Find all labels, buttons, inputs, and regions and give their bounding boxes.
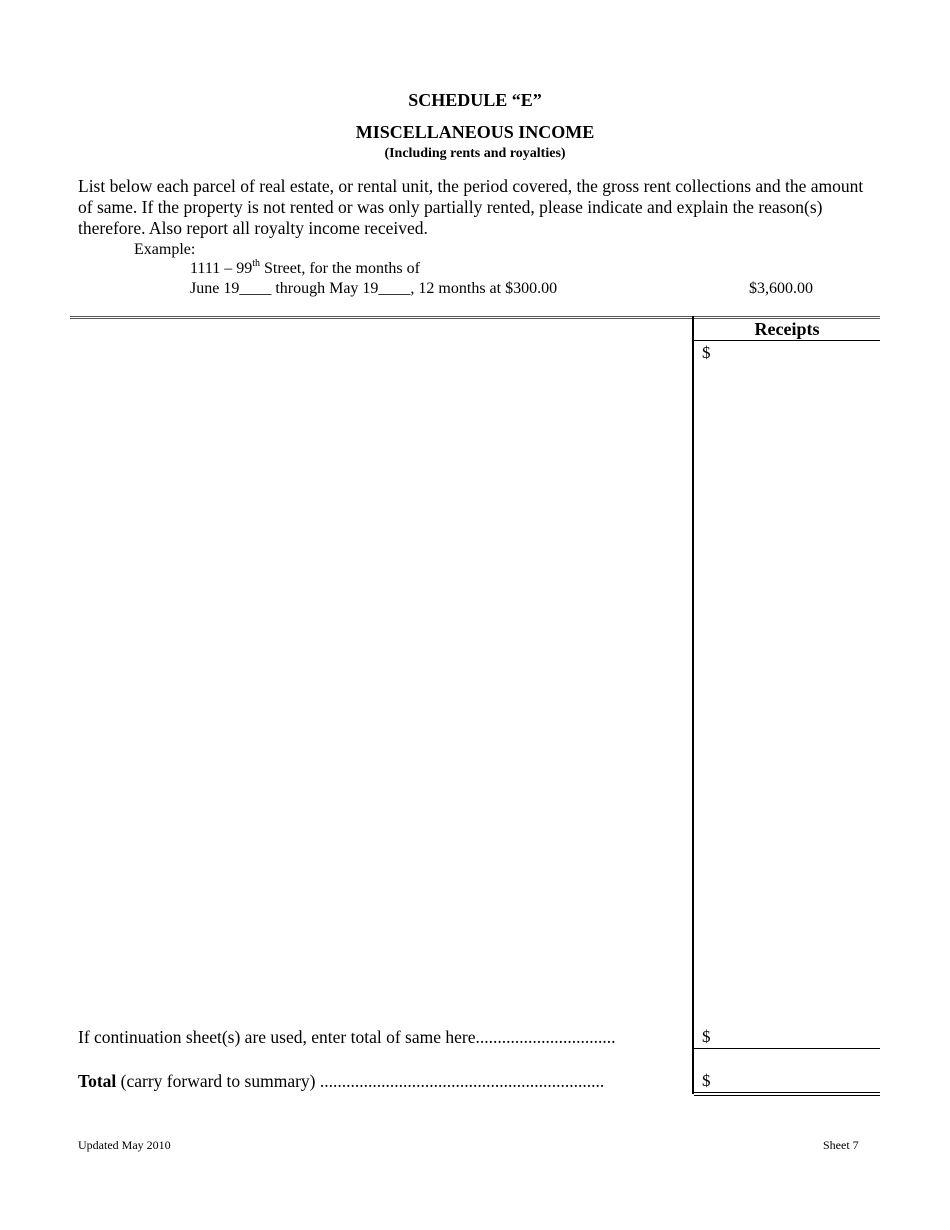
receipts-column-divider [692, 316, 694, 1094]
page-subtitle: (Including rents and royalties) [384, 146, 566, 161]
total-double-rule [694, 1095, 880, 1096]
total-label-bold: Total [78, 1071, 117, 1091]
continuation-label: If continuation sheet(s) are used, enter total of same here................................ [78, 1027, 616, 1047]
example-address [190, 257, 420, 278]
total-amount-field[interactable]: $ [702, 1071, 711, 1090]
continuation-rule [694, 1048, 880, 1049]
instructions-text: List below each parcel of real estate, or rental unit, the period covered, the gross rent collections and the amount of same. If the property is not rented or was only partially rented, please indicate and explain the reason(s) therefore. Also report all royalty income received. [78, 176, 864, 238]
table-top-rule [70, 316, 880, 317]
example-address-pre: 1111 – 99 [190, 260, 253, 277]
receipts-dollar-sign: $ [702, 343, 711, 362]
footer-sheet-number: Sheet 7 [823, 1138, 859, 1152]
receipts-header-rule [694, 340, 880, 341]
continuation-amount-field[interactable]: $ [702, 1027, 711, 1046]
example-period: June 19____ through May 19____, 12 months at $300.00 [190, 280, 558, 297]
total-label-rest: (carry forward to summary) ................................................................. [116, 1071, 605, 1091]
footer-updated: Updated May 2010 [78, 1138, 171, 1152]
schedule-heading: SCHEDULE “E” [408, 90, 542, 110]
total-label [78, 1071, 604, 1092]
example-amount: $3,600.00 [749, 280, 813, 297]
total-rule [694, 1092, 880, 1093]
receipts-column-header: Receipts [754, 319, 820, 339]
example-address-post: Street, for the months of [260, 260, 420, 277]
example-label: Example: [134, 241, 196, 258]
example-address-sup: th [252, 257, 260, 269]
page-title: MISCELLANEOUS INCOME [355, 122, 595, 142]
